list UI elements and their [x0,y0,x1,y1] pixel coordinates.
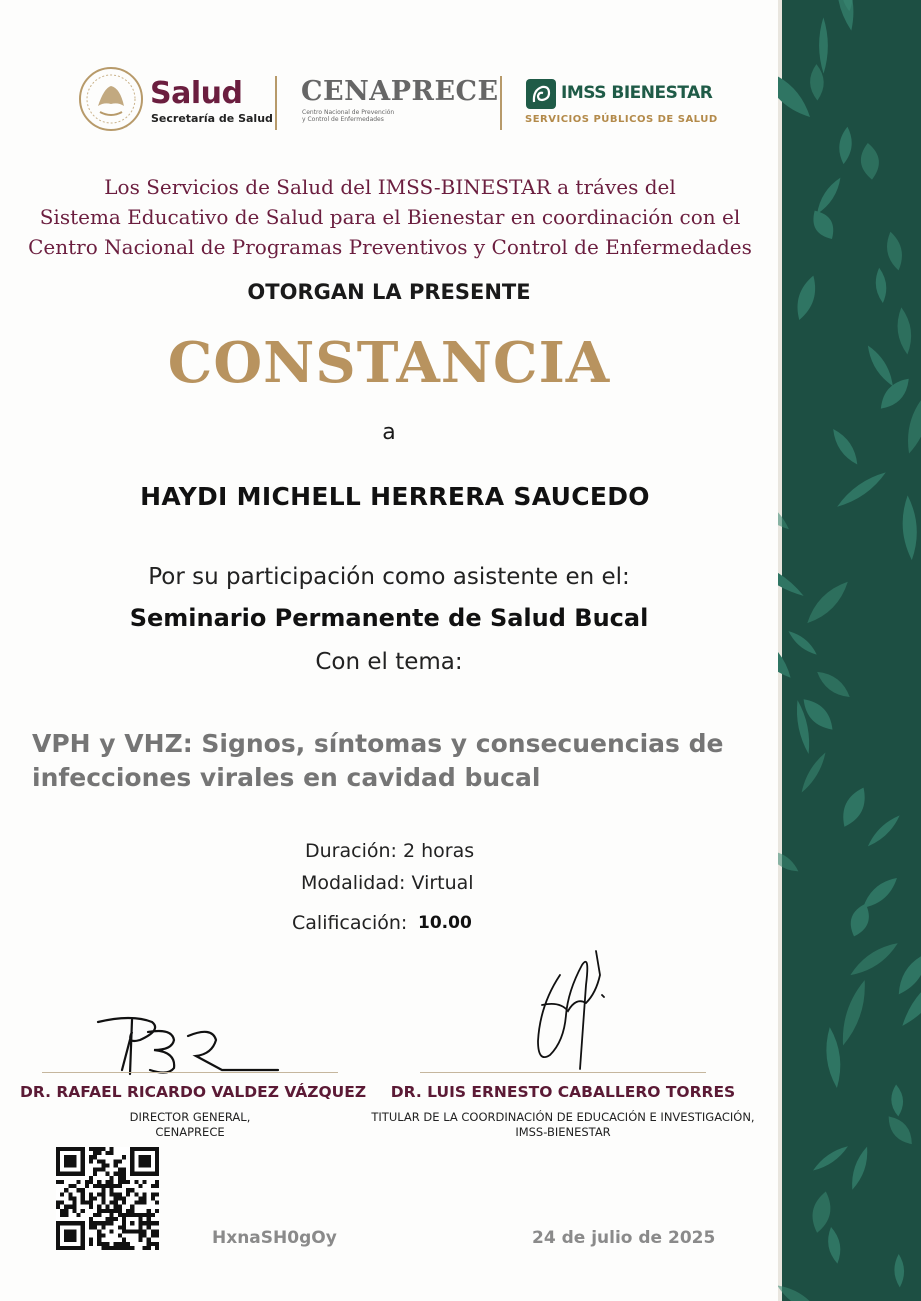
grant-heading: OTORGAN LA PRESENTE [247,280,531,304]
modality: Modalidad: Virtual [301,872,474,894]
signatory-2-name: DR. LUIS ERNESTO CABALLERO TORRES [390,1083,736,1101]
cenaprece-logo-text: CENAPRECE [301,76,499,107]
topic-line: infecciones virales en cavidad bucal [32,763,541,792]
seminar-name: Seminario Permanente de Salud Bucal [129,604,649,632]
issuer-line: Los Servicios de Salud del IMSS-BINESTAR a tráves del [104,175,676,199]
signatory-1-role-line: CENAPRECE [155,1125,225,1139]
signature-1-line [42,1072,338,1073]
signature-2-image [520,945,620,1085]
grade-label: Calificación: [292,912,408,934]
salud-logo-text: Salud [150,76,243,111]
decorative-leaf-border [778,0,921,1301]
imss-subtitle: SERVICIOS PÚBLICOS DE SALUD [525,114,718,125]
signatory-1-name: DR. RAFAEL RICARDO VALDEZ VÁZQUEZ [20,1083,367,1101]
header-logos [78,64,718,144]
issuer-statement [10,172,770,262]
imss-bienestar-icon [525,78,557,110]
logo-divider [500,76,502,130]
qr-code-icon [56,1147,159,1250]
recipient-name: HAYDI MICHELL HERRERA SAUCEDO [140,482,650,511]
grade-value: 10.00 [418,913,472,933]
certificate-title: CONSTANCIA [167,330,611,396]
mexico-seal-icon [78,66,144,132]
issuer-line: Centro Nacional de Programas Preventivos y Control de Enfermedades [28,235,752,259]
cenaprece-subtitle-line: y Control de Enfermedades [302,116,384,123]
signatory-2-role-line: TITULAR DE LA COORDINACIÓN DE EDUCACIÓN E INVESTIGACIÓN, [371,1110,755,1124]
cenaprece-subtitle-line: Centro Nacional de Prevención [302,109,395,116]
issue-date: 24 de julio de 2025 [532,1228,716,1248]
signatory-2-role [363,1110,763,1140]
participation-text: Por su participación como asistente en el: [148,564,630,590]
topic-line: VPH y VHZ: Signos, síntomas y consecuencias de [32,729,724,758]
logo-divider [275,76,277,130]
salud-subtitle: Secretaría de Salud [151,112,273,125]
signatory-2-role-line: IMSS-BIENESTAR [515,1125,611,1139]
signatory-1-role [20,1110,360,1140]
signature-2-line [420,1072,706,1073]
verification-code: HxnaSH0gOy [212,1228,337,1248]
signatory-1-role-line: DIRECTOR GENERAL, [129,1110,251,1124]
cenaprece-subtitle [302,109,412,123]
topic-title [32,727,762,795]
duration: Duración: 2 horas [305,840,475,862]
to-label: a [382,420,396,445]
issuer-line: Sistema Educativo de Salud para el Bienestar en coordinación con el [39,205,741,229]
imss-logo-text: IMSS BIENESTAR [561,83,713,103]
topic-label: Con el tema: [315,649,463,675]
signature-1-image [92,1010,282,1080]
